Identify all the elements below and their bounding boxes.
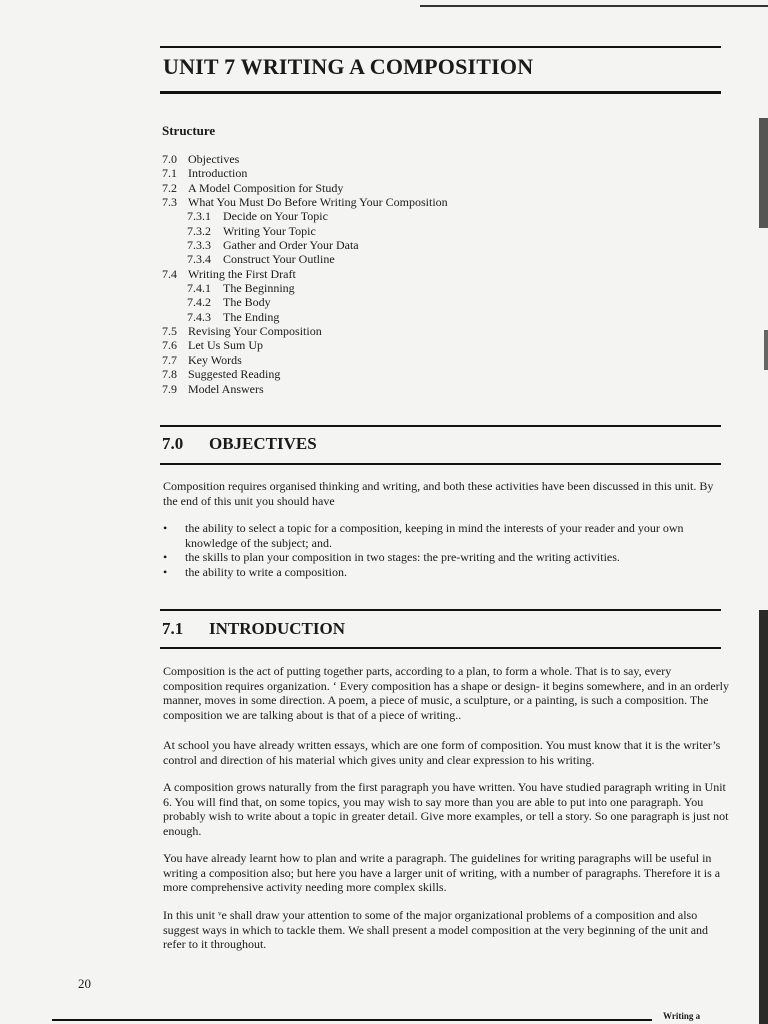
toc-subitem: 7.3.1 Decide on Your Topic [187,209,328,224]
structure-label: Structure [162,123,216,138]
toc-item: 7.0 Objectives [162,152,240,166]
unit-title: UNIT 7 WRITING A COMPOSITION [163,54,534,79]
scan-edge-shadow [759,610,768,1024]
running-head: Writing a [663,1011,701,1021]
toc-subitem: 7.3.4 Construct Your Outline [187,252,335,267]
toc-item: 7.4 Writing the First Draft [162,266,296,281]
introduction-heading: 7.1 INTRODUCTION [162,619,346,638]
toc-item: 7.5 Revising Your Composition [162,324,322,339]
introduction-top-rule [160,609,721,611]
intro-paragraph: In this unit ᵛe shall draw your attention to some of the major organizational problems of a composition and also suggest ways in which to tackle them. We shall present a model composition at the very beginning of the unit and refer to it throughout. [163,908,709,952]
intro-paragraph: You have already learnt how to plan and write a paragraph. The guidelines for writing paragraphs will be useful in writing a composition also; but here you have a larger unit of writing, with a number of paragraphs. Therefore it is a more comprehensive activity needing more complex skills. [163,851,721,895]
toc-subitem: 7.3.3 Gather and Order Your Data [187,238,359,253]
introduction-bottom-rule [160,647,721,649]
objectives-heading: 7.0 OBJECTIVES [162,434,317,453]
objective-item: • the ability to select a topic for a composition, keeping in mind the interests of your reader and your own knowledge of the subject; and. [163,521,728,550]
toc-item: 7.7 Key Words [162,352,242,367]
scan-edge-shadow [759,118,768,228]
intro-paragraph: At school you have already written essays, which are one form of composition. You must know that it is the writer’s control and direction of his material which gives unity and clear expression to his writing. [163,738,721,767]
objectives-intro: Composition requires organised thinking and writing, and both these activities have been discussed in this unit. By the end of this unit you should have [163,479,714,508]
scan-edge-shadow [764,330,768,370]
toc-item: 7.3 What You Must Do Before Writing Your Composition [162,195,448,210]
intro-paragraph: A composition grows naturally from the first paragraph you have written. You have studied paragraph writing in Unit 6. You will find that, on some topics, you may wish to say more than you are able to put into one paragraph. You probably wish to write about a topic in greater detail. Give more examples, or tell a story. So one paragraph is just not enough. [163,780,729,838]
toc-item: 7.8 Suggested Reading [162,367,281,382]
title-underline [160,91,721,94]
objective-item: • the ability to write a composition. [163,565,728,580]
intro-paragraph: Composition is the act of putting together parts, according to a plan, to form a whole. That is to say, every composition requires organization. ‘ Every composition has a shape or design- it begins somewhere, and in an orderly manner, moves in some direction. A poem, a piece of music, a sculpture, or a painting, is such a composition. The composition we are talking about is that of a piece of writing.. [163,664,729,722]
top-rule [160,46,721,48]
toc-item: 7.6 Let Us Sum Up [162,338,263,353]
toc-item: 7.9 Model Answers [162,381,264,396]
toc-subitem: 7.4.2 The Body [187,295,271,310]
objective-item: • the skills to plan your composition in two stages: the pre-writing and the writing activities. [163,550,728,565]
objectives-list [163,521,728,579]
toc-item: 7.1 Introduction [162,166,248,181]
toc-item: 7.2 A Model Composition for Study [162,180,344,195]
table-of-contents [162,152,448,396]
toc-subitem: 7.4.3 The Ending [187,309,280,324]
toc-subitem: 7.4.1 The Beginning [187,281,295,296]
objectives-bottom-rule [160,463,721,465]
toc-subitem: 7.3.2 Writing Your Topic [187,223,316,238]
page-number: 20 [78,976,91,991]
footer-rule [52,1019,652,1021]
page-top-edge-line [420,5,768,7]
objectives-top-rule [160,425,721,427]
